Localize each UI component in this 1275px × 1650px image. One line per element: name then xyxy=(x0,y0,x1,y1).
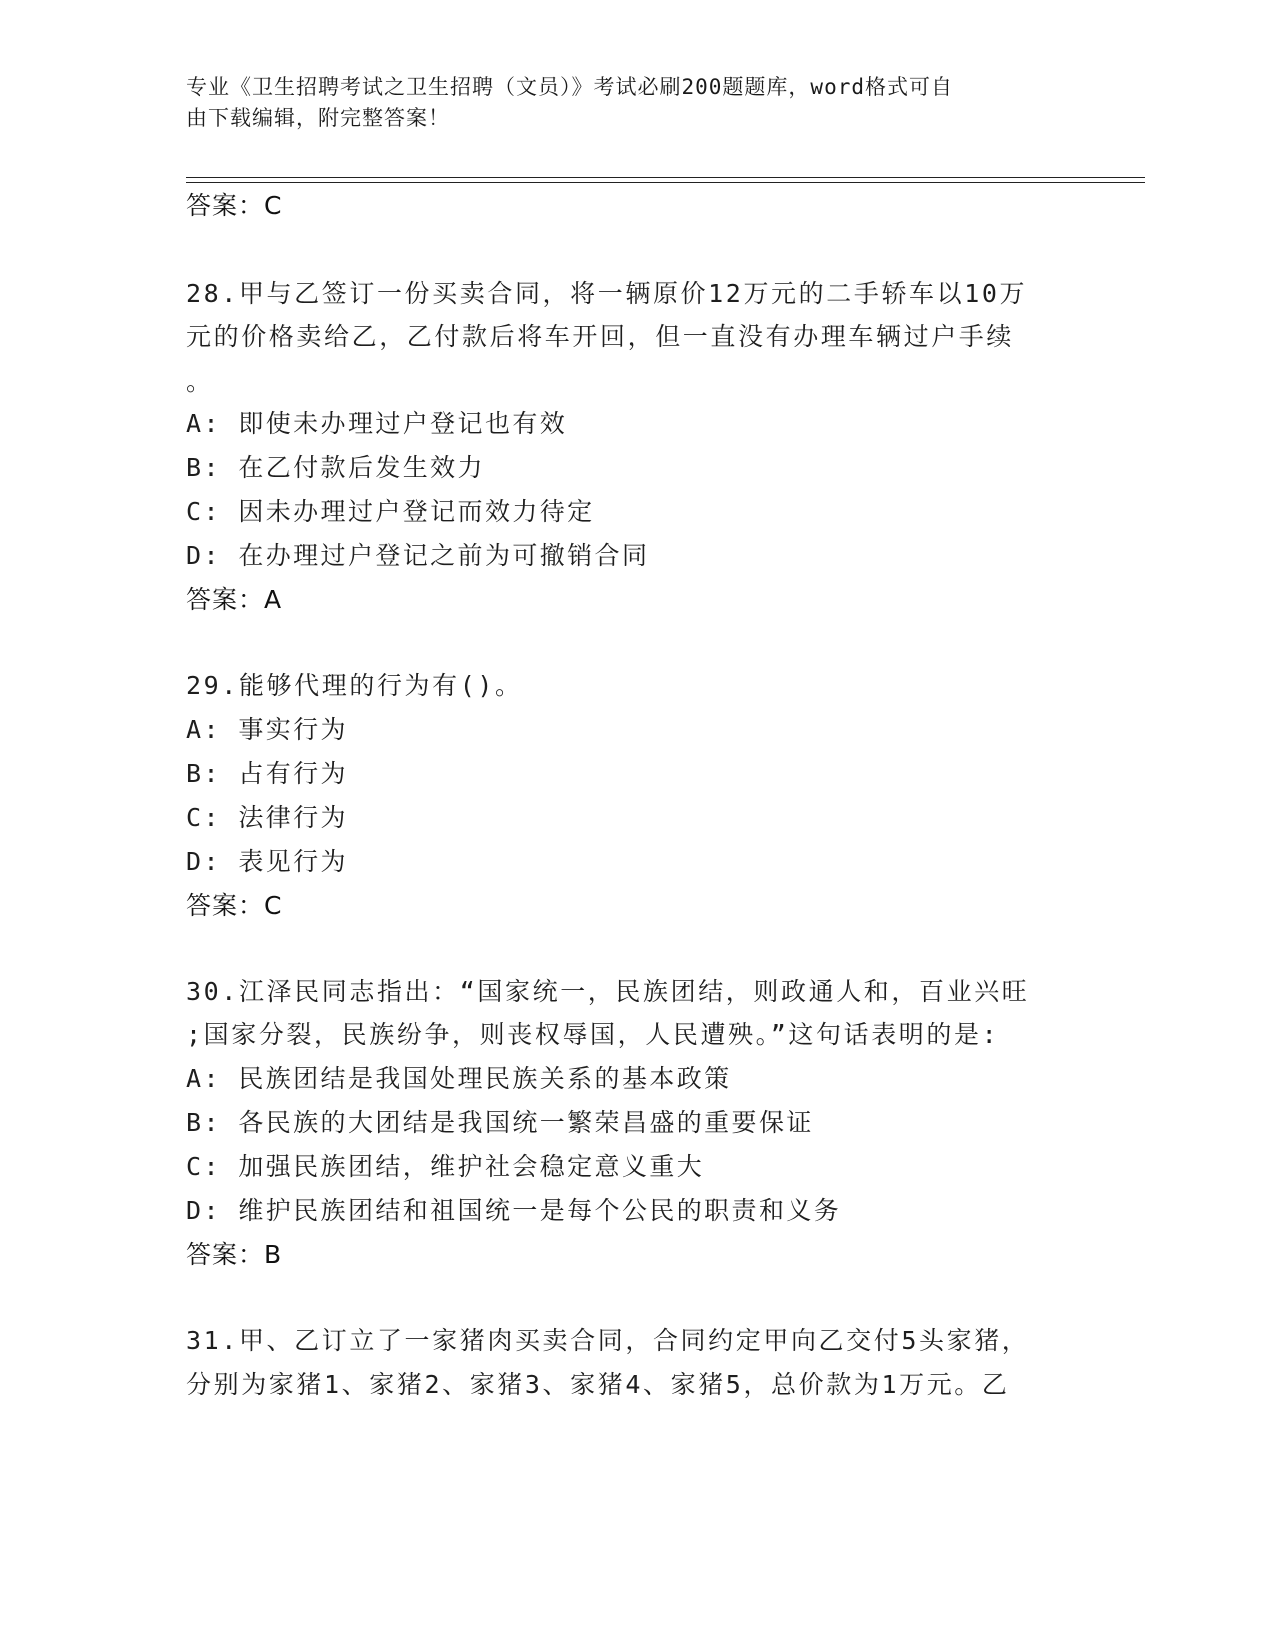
question-28-line-1: 28.甲与乙签订一份买卖合同，将一辆原价12万元的二手轿车以10万 xyxy=(186,279,1028,308)
question-28-option-b: B: 在乙付款后发生效力 xyxy=(186,453,485,482)
header-divider-secondary xyxy=(186,182,1145,183)
question-29-answer: 答案：C xyxy=(186,891,283,920)
question-28-option-d: D: 在办理过户登记之前为可撤销合同 xyxy=(186,541,650,570)
question-28-answer: 答案：A xyxy=(186,585,283,614)
header-line-2: 由下载编辑，附完整答案！ xyxy=(186,106,450,130)
question-30-answer: 答案：B xyxy=(186,1240,283,1269)
page-header xyxy=(186,72,1066,134)
question-28-line-2: 元的价格卖给乙，乙付款后将车开回，但一直没有办理车辆过户手续 xyxy=(186,322,1015,351)
question-29-option-c: C: 法律行为 xyxy=(186,803,348,832)
question-31-line-2: 分别为家猪1、家猪2、家猪3、家猪4、家猪5，总价款为1万元。乙 xyxy=(186,1370,1010,1399)
question-30-option-c: C: 加强民族团结，维护社会稳定意义重大 xyxy=(186,1152,705,1181)
question-28-option-c: C: 因未办理过户登记而效力待定 xyxy=(186,497,595,526)
header-divider xyxy=(186,177,1145,178)
question-30-option-d: D: 维护民族团结和祖国统一是每个公民的职责和义务 xyxy=(186,1196,842,1225)
question-29-line-1: 29.能够代理的行为有()。 xyxy=(186,671,523,700)
question-28-line-3: 。 xyxy=(186,367,214,396)
question-28-option-a: A: 即使未办理过户登记也有效 xyxy=(186,409,568,438)
question-30-line-2: ;国家分裂，民族纷争，则丧权辱国，人民遭殃。”这句话表明的是: xyxy=(186,1020,1000,1049)
answer-previous: 答案：C xyxy=(186,191,283,220)
question-30-option-a: A: 民族团结是我国处理民族关系的基本政策 xyxy=(186,1064,732,1093)
question-30-line-1: 30.江泽民同志指出：“国家统一，民族团结，则政通人和，百业兴旺 xyxy=(186,977,1030,1006)
question-30-option-b: B: 各民族的大团结是我国统一繁荣昌盛的重要保证 xyxy=(186,1108,814,1137)
question-29-option-a: A: 事实行为 xyxy=(186,715,348,744)
question-29-option-b: B: 占有行为 xyxy=(186,759,348,788)
question-31-line-1: 31.甲、乙订立了一家猪肉买卖合同，合同约定甲向乙交付5头家猪， xyxy=(186,1326,1030,1355)
header-line-1: 专业《卫生招聘考试之卫生招聘（文员）》考试必刷200题题库，word格式可自 xyxy=(186,75,953,99)
question-29-option-d: D: 表见行为 xyxy=(186,847,348,876)
